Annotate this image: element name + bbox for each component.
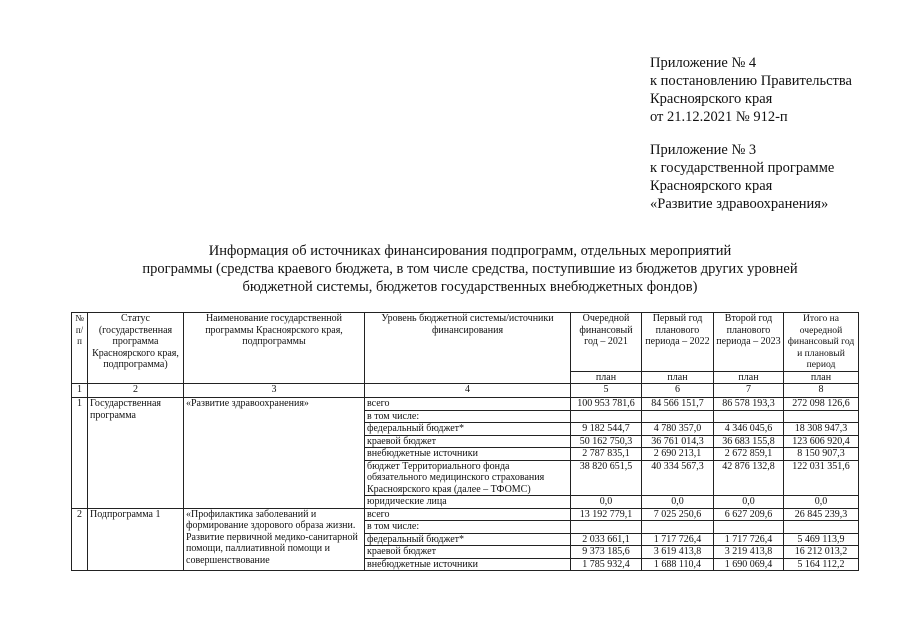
appendix-4-line1: Приложение № 4 (650, 55, 757, 71)
financing-table (71, 312, 859, 571)
source-label: внебюджетные источники (365, 448, 571, 461)
header-2021: Очередной финансовый год – 2021 (571, 313, 642, 372)
value-2023: 86 578 193,3 (714, 398, 784, 411)
value-2021: 0,0 (571, 496, 642, 509)
appendix-3-line2: к государственной программе (650, 160, 835, 176)
header-num: № п/п (72, 313, 88, 384)
source-label: внебюджетные источники (365, 558, 571, 571)
value-2022 (642, 521, 714, 534)
value-2021: 100 953 781,6 (571, 398, 642, 411)
source-label: юридические лица (365, 496, 571, 509)
source-label: всего (365, 398, 571, 411)
value-total: 5 469 113,9 (784, 533, 859, 546)
value-2022: 2 690 213,1 (642, 448, 714, 461)
appendix-3-line3: Красноярского края (650, 178, 773, 194)
value-2022: 0,0 (642, 496, 714, 509)
col-number: 3 (184, 384, 365, 398)
col-number: 5 (571, 384, 642, 398)
row-program-name: «Профилактика заболеваний и формирование здорового образа жизни. Развитие первичной медико-санитарной помощи, паллиативной помощи и совершенствование (184, 508, 365, 571)
value-2022: 3 619 413,8 (642, 546, 714, 559)
value-total: 122 031 351,6 (784, 460, 859, 496)
table-row (72, 398, 859, 411)
value-2022: 1 717 726,4 (642, 533, 714, 546)
value-2021: 13 192 779,1 (571, 508, 642, 521)
value-2022: 7 025 250,6 (642, 508, 714, 521)
header-2023: Второй год планового периода – 2023 (714, 313, 784, 372)
value-total: 16 212 013,2 (784, 546, 859, 559)
appendix-3-block (650, 141, 834, 213)
col-number: 1 (72, 384, 88, 398)
plan-label-2022: план (642, 371, 714, 384)
source-label: федеральный бюджет* (365, 423, 571, 436)
value-total: 272 098 126,6 (784, 398, 859, 411)
value-total: 18 308 947,3 (784, 423, 859, 436)
value-total: 8 150 907,3 (784, 448, 859, 461)
column-number-row (72, 384, 859, 398)
value-total: 0,0 (784, 496, 859, 509)
value-total (784, 521, 859, 534)
value-total (784, 410, 859, 423)
source-label: в том числе: (365, 410, 571, 423)
plan-label-total: план (784, 371, 859, 384)
title-line1: Информация об источниках финансирования подпрограмм, отдельных мероприятий (208, 243, 732, 259)
source-label: федеральный бюджет* (365, 533, 571, 546)
row-number: 1 (72, 398, 88, 509)
header-total: Итого на очередной финансовый год и плановый период (784, 313, 859, 372)
value-2022: 36 761 014,3 (642, 435, 714, 448)
value-2023: 4 346 045,6 (714, 423, 784, 436)
value-2022: 1 688 110,4 (642, 558, 714, 571)
table-row (72, 508, 859, 521)
source-label: краевой бюджет (365, 546, 571, 559)
value-2023: 1 717 726,4 (714, 533, 784, 546)
plan-label-2023: план (714, 371, 784, 384)
value-2022: 4 780 357,0 (642, 423, 714, 436)
value-2021: 38 820 651,5 (571, 460, 642, 496)
row-status: Подпрограмма 1 (88, 508, 184, 571)
source-label: бюджет Территориального фонда обязательного медицинского страхования Красноярского края (далее – ТФОМС) (365, 460, 571, 496)
value-2021 (571, 521, 642, 534)
value-2022: 84 566 151,7 (642, 398, 714, 411)
appendix-4-line4: от 21.12.2021 № 912-п (650, 109, 788, 125)
header-2022: Первый год планового периода – 2022 (642, 313, 714, 372)
appendix-3-line1: Приложение № 3 (650, 142, 757, 158)
source-label: в том числе: (365, 521, 571, 534)
source-label: всего (365, 508, 571, 521)
value-2023: 1 690 069,4 (714, 558, 784, 571)
source-label: краевой бюджет (365, 435, 571, 448)
col-number: 8 (784, 384, 859, 398)
row-number: 2 (72, 508, 88, 571)
value-total: 123 606 920,4 (784, 435, 859, 448)
value-2023: 42 876 132,8 (714, 460, 784, 496)
value-2023: 0,0 (714, 496, 784, 509)
appendix-4-line3: Красноярского края (650, 91, 773, 107)
col-number: 4 (365, 384, 571, 398)
row-status: Государственная программа (88, 398, 184, 509)
col-number: 6 (642, 384, 714, 398)
document-title (60, 242, 880, 296)
value-2023 (714, 410, 784, 423)
value-2023 (714, 521, 784, 534)
title-line2: программы (средства краевого бюджета, в том числе средства, поступившие из бюджетов других уровней (142, 261, 798, 277)
value-2021: 9 182 544,7 (571, 423, 642, 436)
header-row (72, 313, 859, 372)
value-2021: 50 162 750,3 (571, 435, 642, 448)
appendix-4-line2: к постановлению Правительства (650, 73, 852, 89)
appendix-3-line4: «Развитие здравоохранения» (650, 196, 829, 212)
value-2021: 2 787 835,1 (571, 448, 642, 461)
col-number: 7 (714, 384, 784, 398)
header-level: Уровень бюджетной системы/источники финансирования (365, 313, 571, 384)
value-2021: 9 373 185,6 (571, 546, 642, 559)
col-number: 2 (88, 384, 184, 398)
value-2023: 6 627 209,6 (714, 508, 784, 521)
header-name: Наименование государственной программы Красноярского края, подпрограммы (184, 313, 365, 384)
header-status: Статус (государственная программа Красноярского края, подпрограмма) (88, 313, 184, 384)
value-2021: 1 785 932,4 (571, 558, 642, 571)
appendix-4-block (650, 54, 852, 126)
value-2023: 2 672 859,1 (714, 448, 784, 461)
value-2022: 40 334 567,3 (642, 460, 714, 496)
value-2021 (571, 410, 642, 423)
value-total: 5 164 112,2 (784, 558, 859, 571)
value-2023: 3 219 413,8 (714, 546, 784, 559)
value-2023: 36 683 155,8 (714, 435, 784, 448)
plan-label-2021: план (571, 371, 642, 384)
row-program-name: «Развитие здравоохранения» (184, 398, 365, 509)
title-line3: бюджетной системы, бюджетов государственных внебюджетных фондов) (242, 279, 698, 295)
value-total: 26 845 239,3 (784, 508, 859, 521)
value-2022 (642, 410, 714, 423)
value-2021: 2 033 661,1 (571, 533, 642, 546)
